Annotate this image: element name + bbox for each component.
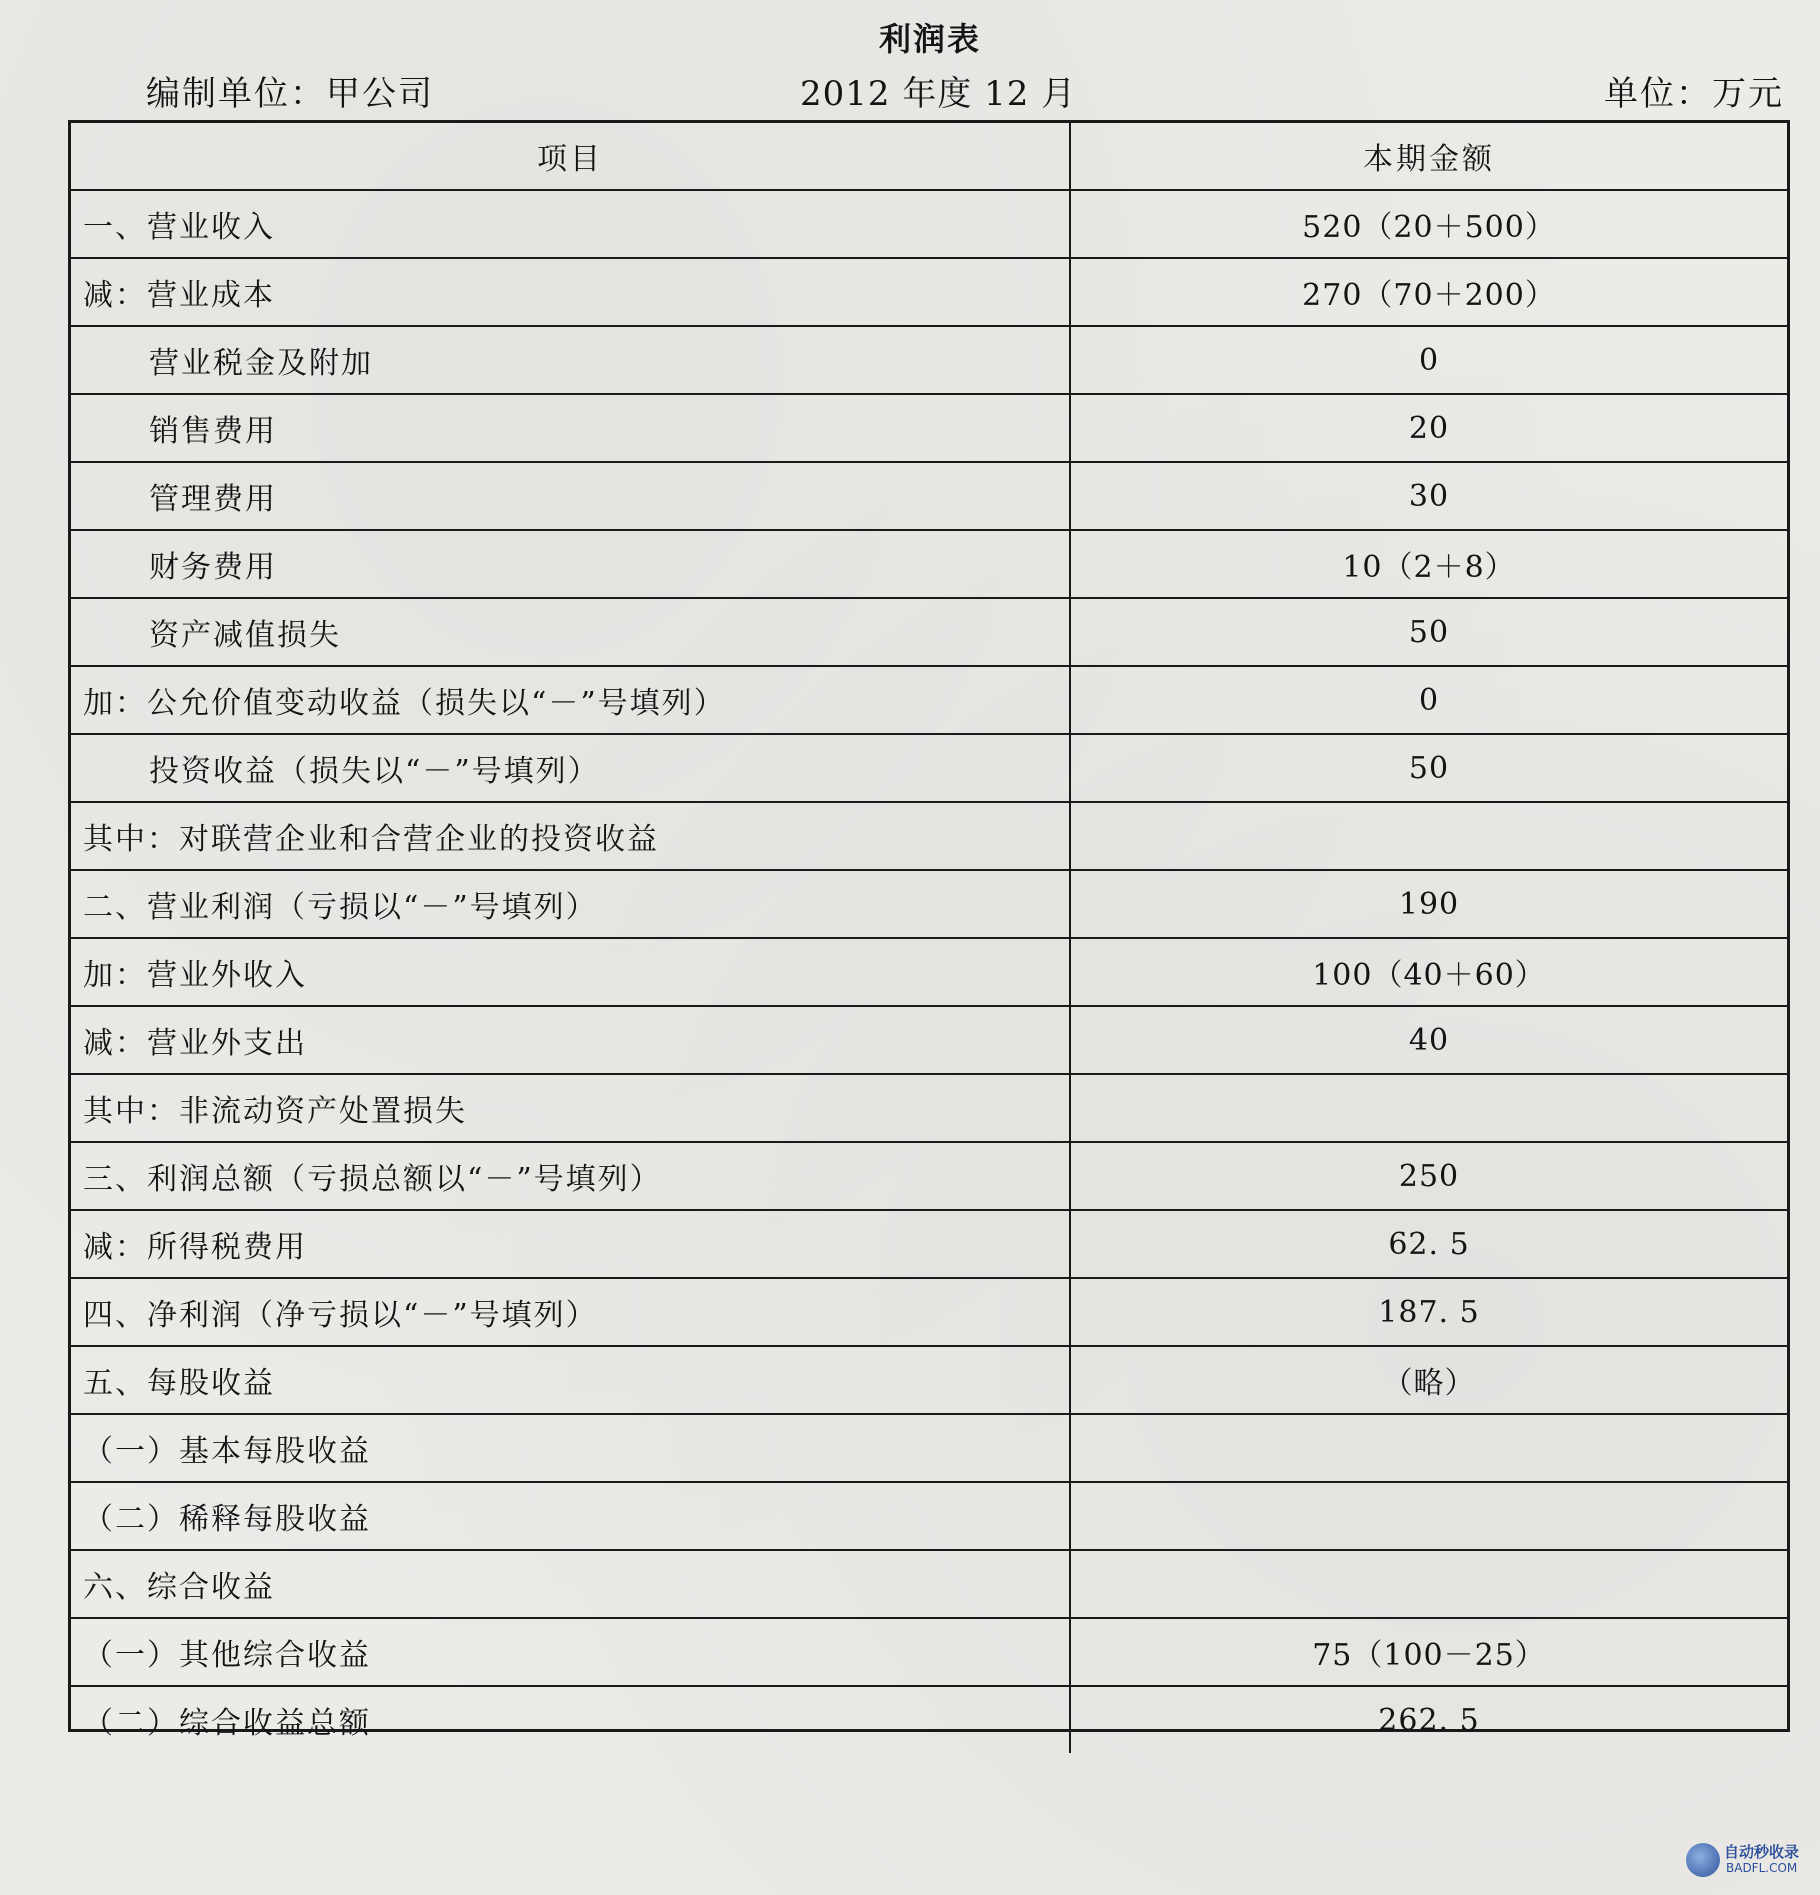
income-statement-table-frame	[68, 120, 1790, 1741]
table-row	[71, 1346, 1787, 1414]
row-item-label: 二、营业利润（亏损以“－”号填列）	[71, 870, 1070, 938]
row-item-label: 六、综合收益	[71, 1550, 1070, 1618]
row-item-label: 其中：对联营企业和合营企业的投资收益	[71, 802, 1070, 870]
table-row	[71, 734, 1787, 802]
row-item-label: 三、利润总额（亏损总额以“－”号填列）	[71, 1142, 1070, 1210]
table-row	[71, 1074, 1787, 1142]
row-amount-value: 262. 5	[1378, 1702, 1480, 1738]
table-row	[71, 598, 1787, 666]
row-item-label: 其中：非流动资产处置损失	[71, 1074, 1070, 1142]
table-row	[71, 802, 1787, 870]
row-item-label: 加：公允价值变动收益（损失以“－”号填列）	[71, 666, 1070, 734]
table-row	[71, 1210, 1787, 1278]
row-amount-value: （略）	[1070, 1346, 1787, 1414]
watermark-logo-icon	[1686, 1843, 1720, 1877]
period-label: 2012 年度 12 月	[800, 74, 1077, 114]
table-row	[71, 1414, 1787, 1482]
row-amount-value: 0	[1070, 666, 1787, 734]
table-row	[71, 1142, 1787, 1210]
table-row	[71, 1550, 1787, 1618]
row-item-label: 投资收益（损失以“－”号填列）	[71, 734, 1070, 802]
row-amount-value: 0	[1070, 326, 1787, 394]
site-watermark	[1686, 1837, 1806, 1887]
row-amount-value: 75（100－25）	[1070, 1618, 1787, 1686]
row-amount-value: 250	[1070, 1142, 1787, 1210]
row-item-label: 五、每股收益	[71, 1346, 1070, 1414]
watermark-text: 自动秒收录	[1724, 1843, 1800, 1861]
row-amount-value: 520（20＋500）	[1070, 190, 1787, 258]
table-row	[71, 1482, 1787, 1550]
table-row	[71, 394, 1787, 462]
row-amount-value	[1070, 1550, 1787, 1618]
table-row	[71, 258, 1787, 326]
table-row	[71, 1618, 1787, 1686]
row-item-label: 减：营业外支出	[71, 1006, 1070, 1074]
table-row	[71, 1278, 1787, 1346]
row-amount-value: 40	[1070, 1006, 1787, 1074]
document-meta-row	[0, 66, 1820, 114]
row-amount-value	[1070, 1074, 1787, 1142]
row-item-label: （二）稀释每股收益	[71, 1482, 1070, 1550]
income-statement-table	[71, 123, 1787, 1753]
table-row	[71, 870, 1787, 938]
row-item-label: 四、净利润（净亏损以“－”号填列）	[71, 1278, 1070, 1346]
row-item-label: 销售费用	[71, 394, 1070, 462]
row-amount-value	[1070, 802, 1787, 870]
row-amount-value: 30	[1070, 462, 1787, 530]
table-row	[71, 462, 1787, 530]
table-header-row	[71, 123, 1787, 190]
table-row	[71, 326, 1787, 394]
column-header-amount: 本期金额	[1070, 123, 1787, 190]
row-amount-value	[1070, 1414, 1787, 1482]
column-header-item: 项目	[71, 123, 1070, 190]
row-amount-value: 270（70＋200）	[1070, 258, 1787, 326]
row-item-label: 管理费用	[71, 462, 1070, 530]
table-row	[71, 190, 1787, 258]
row-amount-value: 62. 5	[1070, 1210, 1787, 1278]
row-amount-value: 20	[1070, 394, 1787, 462]
table-row	[71, 666, 1787, 734]
row-amount-value: 50	[1070, 734, 1787, 802]
document-title: 利润表	[878, 20, 981, 58]
row-item-label: 加：营业外收入	[71, 938, 1070, 1006]
row-amount-value: 187. 5	[1070, 1278, 1787, 1346]
row-item-label: 资产减值损失	[71, 598, 1070, 666]
table-row	[71, 938, 1787, 1006]
row-item-label: 减：营业成本	[71, 258, 1070, 326]
table-row	[71, 1006, 1787, 1074]
row-amount-value: 50	[1070, 598, 1787, 666]
row-item-label: （一）基本每股收益	[71, 1414, 1070, 1482]
table-body	[71, 190, 1787, 1753]
table-row	[71, 1686, 1787, 1753]
table-row	[71, 530, 1787, 598]
row-amount-value: 190	[1070, 870, 1787, 938]
watermark-domain: BADFL.COM	[1726, 1861, 1798, 1875]
unit-label: 单位：万元	[1604, 74, 1784, 114]
row-amount-value: 100（40＋60）	[1070, 938, 1787, 1006]
row-item-label: （二）综合收益总额	[71, 1686, 1070, 1753]
row-amount-value: 10（2＋8）	[1070, 530, 1787, 598]
row-item-label: 减：所得税费用	[71, 1210, 1070, 1278]
preparer-label: 编制单位：甲公司	[146, 74, 434, 114]
row-amount-value	[1070, 1482, 1787, 1550]
row-item-label: 一、营业收入	[71, 190, 1070, 258]
row-item-label: 营业税金及附加	[71, 326, 1070, 394]
row-item-label: 财务费用	[71, 530, 1070, 598]
row-item-label: （一）其他综合收益	[71, 1618, 1070, 1686]
